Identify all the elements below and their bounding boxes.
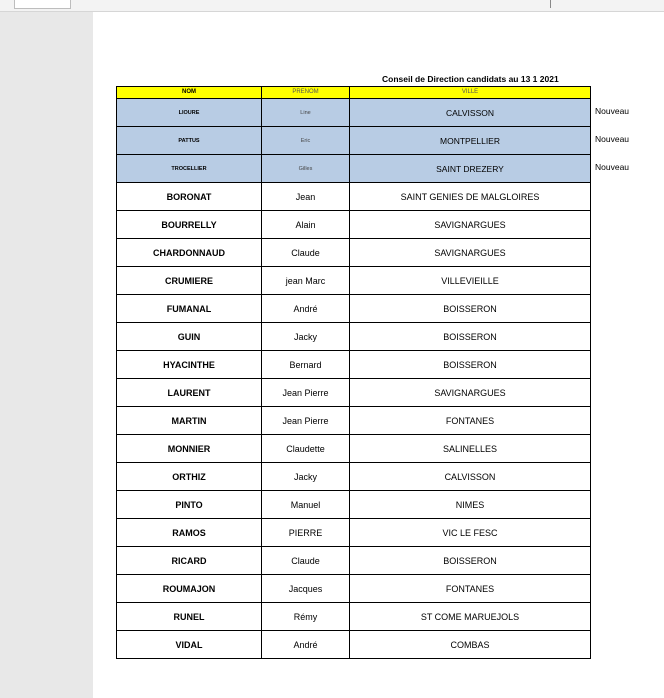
cell-ville: FONTANES bbox=[350, 407, 591, 435]
cell-nom: GUIN bbox=[117, 323, 262, 351]
cell-nom: VIDAL bbox=[117, 631, 262, 659]
cell-prenom: Eric bbox=[262, 127, 350, 155]
toolbar-input[interactable] bbox=[14, 0, 71, 9]
table-row bbox=[117, 407, 591, 435]
cell-prenom: Jacques bbox=[262, 575, 350, 603]
cell-prenom: Rémy bbox=[262, 603, 350, 631]
cell-nom: ORTHIZ bbox=[117, 463, 262, 491]
cell-prenom: Claude bbox=[262, 239, 350, 267]
table-row bbox=[117, 267, 591, 295]
cell-nom: BORONAT bbox=[117, 183, 262, 211]
cell-ville: VILLEVIEILLE bbox=[350, 267, 591, 295]
table-row bbox=[117, 491, 591, 519]
cell-nom: LAURENT bbox=[117, 379, 262, 407]
cell-prenom: Bernard bbox=[262, 351, 350, 379]
cell-nom: RUNEL bbox=[117, 603, 262, 631]
new-member-row bbox=[117, 127, 591, 155]
header-ville: VILLE bbox=[350, 87, 591, 99]
cell-nom: MARTIN bbox=[117, 407, 262, 435]
table-row bbox=[117, 295, 591, 323]
new-member-row bbox=[117, 155, 591, 183]
cell-ville: CALVISSON bbox=[350, 463, 591, 491]
table-row bbox=[117, 463, 591, 491]
cell-prenom: Claude bbox=[262, 547, 350, 575]
cell-prenom: Gilles bbox=[262, 155, 350, 183]
cell-prenom: Jacky bbox=[262, 463, 350, 491]
cell-ville: SAVIGNARGUES bbox=[350, 379, 591, 407]
table-row bbox=[117, 435, 591, 463]
cell-ville: BOISSERON bbox=[350, 323, 591, 351]
header-prenom: PRENOM bbox=[262, 87, 350, 99]
cell-nom: PINTO bbox=[117, 491, 262, 519]
cell-ville: VIC LE FESC bbox=[350, 519, 591, 547]
cell-nom: TROCELLIER bbox=[117, 155, 262, 183]
table-row bbox=[117, 519, 591, 547]
cell-nom: PATTUS bbox=[117, 127, 262, 155]
cell-prenom: jean Marc bbox=[262, 267, 350, 295]
table-row bbox=[117, 239, 591, 267]
header-nom: NOM bbox=[117, 87, 262, 99]
cell-prenom: Alain bbox=[262, 211, 350, 239]
table-row bbox=[117, 631, 591, 659]
cell-nom: RICARD bbox=[117, 547, 262, 575]
cell-nom: RAMOS bbox=[117, 519, 262, 547]
table-row bbox=[117, 379, 591, 407]
cell-nom: FUMANAL bbox=[117, 295, 262, 323]
cell-prenom: Claudette bbox=[262, 435, 350, 463]
cell-ville: FONTANES bbox=[350, 575, 591, 603]
cell-nom: CRUMIERE bbox=[117, 267, 262, 295]
cell-prenom: Jean Pierre bbox=[262, 379, 350, 407]
nouveau-note: Nouveau bbox=[595, 134, 630, 144]
table-row bbox=[117, 575, 591, 603]
nouveau-note: Nouveau bbox=[595, 162, 630, 172]
cell-ville: COMBAS bbox=[350, 631, 591, 659]
cell-ville: BOISSERON bbox=[350, 295, 591, 323]
cell-ville: CALVISSON bbox=[350, 99, 591, 127]
cell-nom: ROUMAJON bbox=[117, 575, 262, 603]
cell-ville: SALINELLES bbox=[350, 435, 591, 463]
cell-prenom: Manuel bbox=[262, 491, 350, 519]
cell-nom: HYACINTHE bbox=[117, 351, 262, 379]
document-title: Conseil de Direction candidats au 13 1 2021 bbox=[382, 74, 559, 84]
cell-nom: CHARDONNAUD bbox=[117, 239, 262, 267]
nouveau-note: Nouveau bbox=[595, 106, 630, 116]
cell-ville: SAVIGNARGUES bbox=[350, 211, 591, 239]
cell-ville: MONTPELLIER bbox=[350, 127, 591, 155]
cell-prenom: Jean Pierre bbox=[262, 407, 350, 435]
table-row bbox=[117, 323, 591, 351]
cell-ville: NIMES bbox=[350, 491, 591, 519]
cell-prenom: André bbox=[262, 631, 350, 659]
table-row bbox=[117, 547, 591, 575]
cell-nom: BOURRELLY bbox=[117, 211, 262, 239]
new-member-row bbox=[117, 99, 591, 127]
viewer-toolbar bbox=[0, 0, 664, 12]
candidates-table bbox=[116, 86, 591, 659]
toolbar-separator bbox=[550, 0, 551, 8]
cell-prenom: PIERRE bbox=[262, 519, 350, 547]
cell-prenom: André bbox=[262, 295, 350, 323]
cell-ville: SAINT GENIES DE MALGLOIRES bbox=[350, 183, 591, 211]
cell-ville: ST COME MARUEJOLS bbox=[350, 603, 591, 631]
cell-ville: BOISSERON bbox=[350, 351, 591, 379]
table-row bbox=[117, 183, 591, 211]
cell-nom: MONNIER bbox=[117, 435, 262, 463]
cell-prenom: Jacky bbox=[262, 323, 350, 351]
table-row bbox=[117, 211, 591, 239]
table-header-row bbox=[117, 87, 591, 99]
cell-ville: SAINT DREZERY bbox=[350, 155, 591, 183]
table-row bbox=[117, 351, 591, 379]
cell-nom: LIOURE bbox=[117, 99, 262, 127]
table-row bbox=[117, 603, 591, 631]
cell-prenom: Line bbox=[262, 99, 350, 127]
cell-ville: BOISSERON bbox=[350, 547, 591, 575]
cell-ville: SAVIGNARGUES bbox=[350, 239, 591, 267]
cell-prenom: Jean bbox=[262, 183, 350, 211]
